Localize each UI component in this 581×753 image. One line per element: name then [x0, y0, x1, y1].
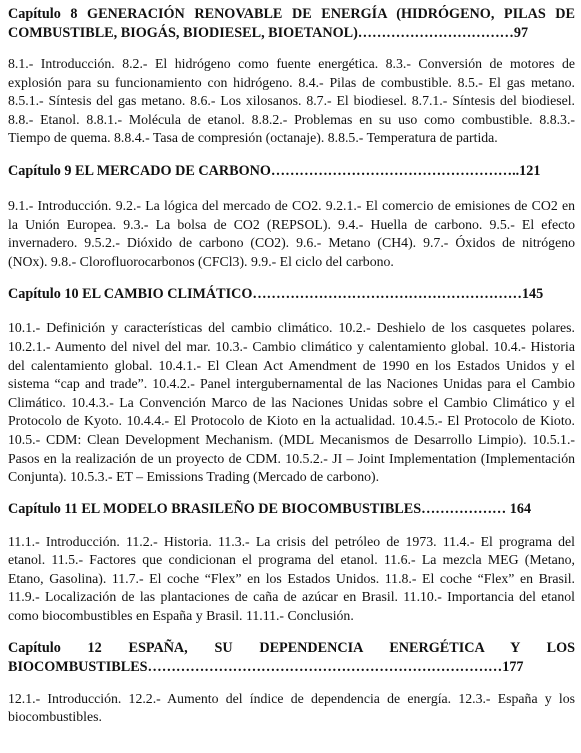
chapter-11-entry	[8, 500, 575, 626]
chapter-10-entry	[8, 285, 575, 486]
chapter-9-sections: 9.1.- Introducción. 9.2.- La lógica del mercado de CO2. 9.2.1.- El comercio de emisiones de CO2 en la Unión Europea. 9.3.- La bolsa de CO2 (REPSOL). 9.4.- Huella de carbono. 9.5.- El efecto invernadero. 9.5.2.- Dióxido de carbono (CO2). 9.6.- Metano (CH4). 9.7.- Óxidos de nitrógeno (NOx). 9.8.- Clorofluorocarbonos (CFCl3). 9.9.- El ciclo del carbono.	[8, 197, 575, 269]
chapter-8-heading: Capítulo 8 GENERACIÓN RENOVABLE DE ENERGÍA (HIDRÓGENO, PILAS DE COMBUSTIBLE, BIOGÁS, BIODIESEL, BIOETANOL)……………………………97	[8, 6, 575, 41]
chapter-9-entry	[8, 162, 575, 271]
chapter-10-sections: 10.1.- Definición y características del cambio climático. 10.2.- Deshielo de los casquetes polares. 10.2.1.- Aumento del nivel del mar. 10.3.- Cambio climático y calentamiento global. 10.4.- Historia del calentamiento global. 10.4.1.- El Clean Act Amendment de 1990 en los Estados Unidos y el sistema “cap and trade”. 10.4.2.- Panel intergubernamental de las Naciones Unidas para el Cambio Climático. 10.4.3.- La Convención Marco de las Naciones Unidas sobre el Cambio Climático y el Protocolo de Kyoto. 10.4.4.- El Protocolo de Kioto en la actualidad. 10.4.5.- El Protocolo de Kioto. 10.5.- CDM: Clean Development Mechanism. (MDL Mecanismos de Desarrollo Limpio). 10.5.1.- Pasos en la realización de un proyecto de CDM. 10.5.2.- JI – Joint Implementation (Implementación Conjunta). 10.5.3.- ET – Emissions Trading (Mercado de carbono).	[8, 320, 575, 485]
chapter-12-entry	[8, 639, 575, 727]
chapter-11-sections: 11.1.- Introducción. 11.2.- Historia. 11.3.- La crisis del petróleo de 1973. 11.4.- El programa del etanol. 11.5.- Factores que condicionan el programa del etanol. 11.6.- La mezcla MEG (Metano, Etano, Gasolina). 11.7.- El coche “Flex” en los Estados Unidos. 11.8.- El coche “Flex” en Brasil. 11.9.- Localización de las plantaciones de caña de azúcar en Brasil. 11.10.- Importancia del etanol como biocombustibles en España y Brasil. 11.11.- Conclusión.	[8, 533, 575, 624]
chapter-11-heading: Capítulo 11 EL MODELO BRASILEÑO DE BIOCOMBUSTIBLES……………… 164	[8, 500, 532, 517]
chapter-10-heading: Capítulo 10 EL CAMBIO CLIMÁTICO…………………………………………………145	[8, 286, 544, 303]
chapter-12-sections: 12.1.- Introducción. 12.2.- Aumento del índice de dependencia de energía. 12.3.- España y los biocombustibles.	[8, 690, 575, 725]
chapter-9-heading: Capítulo 9 EL MERCADO DE CARBONO……………………………………………..121	[8, 162, 541, 179]
chapter-12-heading: Capítulo 12 ESPAÑA, SU DEPENDENCIA ENERGÉTICA Y LOS BIOCOMBUSTIBLES…………………………………………………………………177	[8, 639, 575, 675]
chapter-8-sections: 8.1.- Introducción. 8.2.- El hidrógeno como fuente energética. 8.3.- Conversión de motores de explosión para su funcionamiento con hidrógeno. 8.4.- Pilas de combustible. 8.5.- El gas metano. 8.5.1.- Síntesis del gas metano. 8.6.- Los xilosanos. 8.7.- El biodiesel. 8.7.1.- Síntesis del biodiesel. 8.8.- Etanol. 8.8.1.- Molécula de etanol. 8.8.2.- Problemas en su uso como combustible. 8.8.3.- Tiempo de quema. 8.8.4.- Tasa de compresión (octanaje). 8.8.5.- Temperatura de partida.	[8, 56, 575, 146]
chapter-8-entry	[8, 5, 575, 148]
